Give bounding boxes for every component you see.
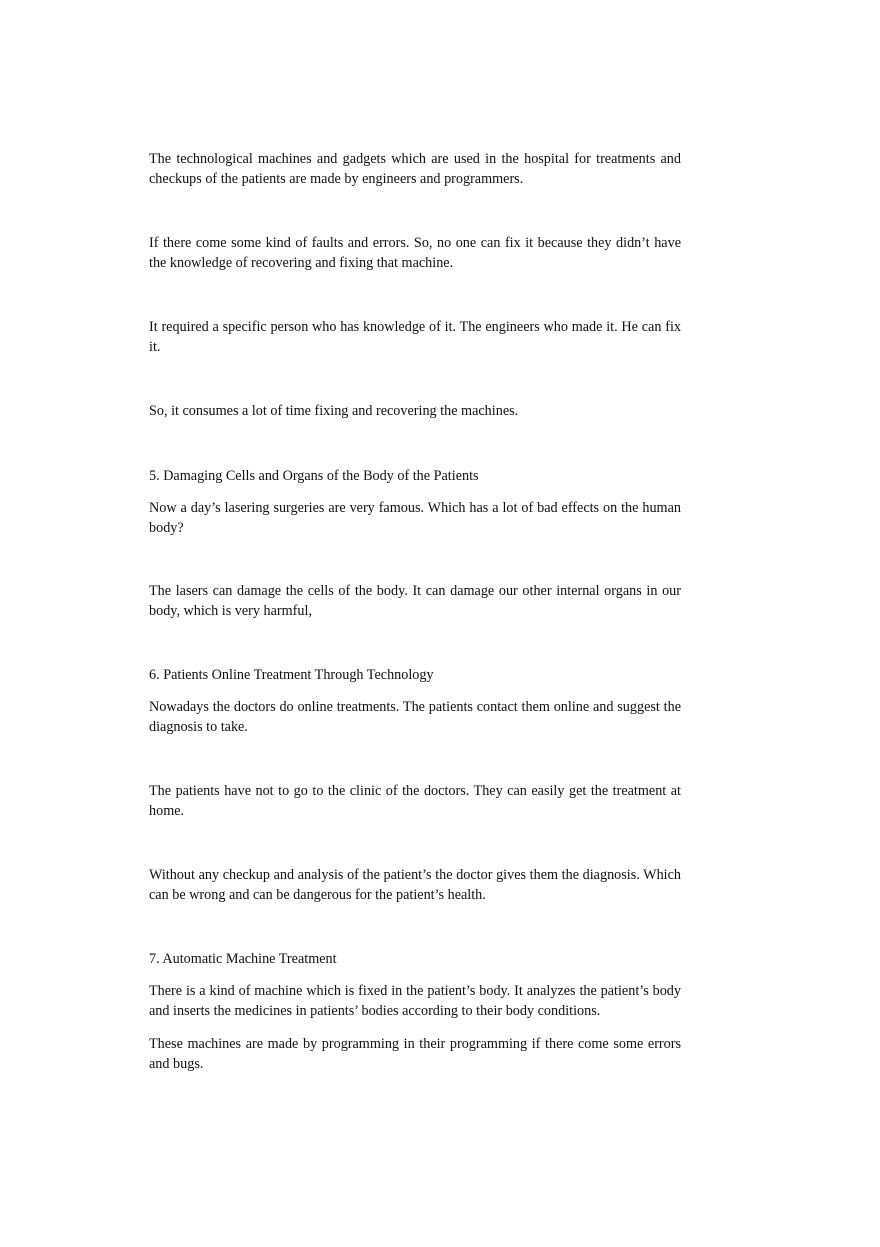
paragraph-consumes-time: So, it consumes a lot of time fixing and recovering the machines. — [149, 403, 519, 419]
paragraph-machines-made-by-engineers: The technological machines and gadgets which are used in the hospital for treatments and checkups of the patients are made by engineers and programmers. — [149, 151, 681, 187]
section-heading-7: 7. Automatic Machine Treatment — [149, 951, 337, 967]
section-heading-6: 6. Patients Online Treatment Through Technology — [149, 667, 434, 683]
paragraph-lasers-damage-cells: The lasers can damage the cells of the body. It can damage our other internal organs in our body, which is very harmful, — [149, 583, 681, 619]
paragraph-wrong-diagnosis: Without any checkup and analysis of the patient’s the doctor gives them the diagnosis. Which can be wrong and can be dangerous for the patient’s health. — [149, 867, 681, 903]
paragraph-treatment-at-home: The patients have not to go to the clinic of the doctors. They can easily get the treatment at home. — [149, 783, 681, 819]
paragraph-lasering-surgeries: Now a day’s lasering surgeries are very famous. Which has a lot of bad effects on the human body? — [149, 500, 681, 536]
section-heading-5: 5. Damaging Cells and Organs of the Body of the Patients — [149, 468, 479, 484]
paragraph-online-treatments: Nowadays the doctors do online treatments. The patients contact them online and suggest the diagnosis to take. — [149, 699, 681, 735]
paragraph-faults-and-errors: If there come some kind of faults and errors. So, no one can fix it because they didn’t have the knowledge of recovering and fixing that machine. — [149, 235, 681, 271]
paragraph-programming-errors: These machines are made by programming in their programming if there come some errors and bugs. — [149, 1036, 681, 1072]
paragraph-machine-in-body: There is a kind of machine which is fixed in the patient’s body. It analyzes the patient’s body and inserts the medicines in patients’ bodies according to their body conditions. — [149, 983, 681, 1019]
paragraph-specific-person: It required a specific person who has knowledge of it. The engineers who made it. He can fix it. — [149, 319, 681, 355]
